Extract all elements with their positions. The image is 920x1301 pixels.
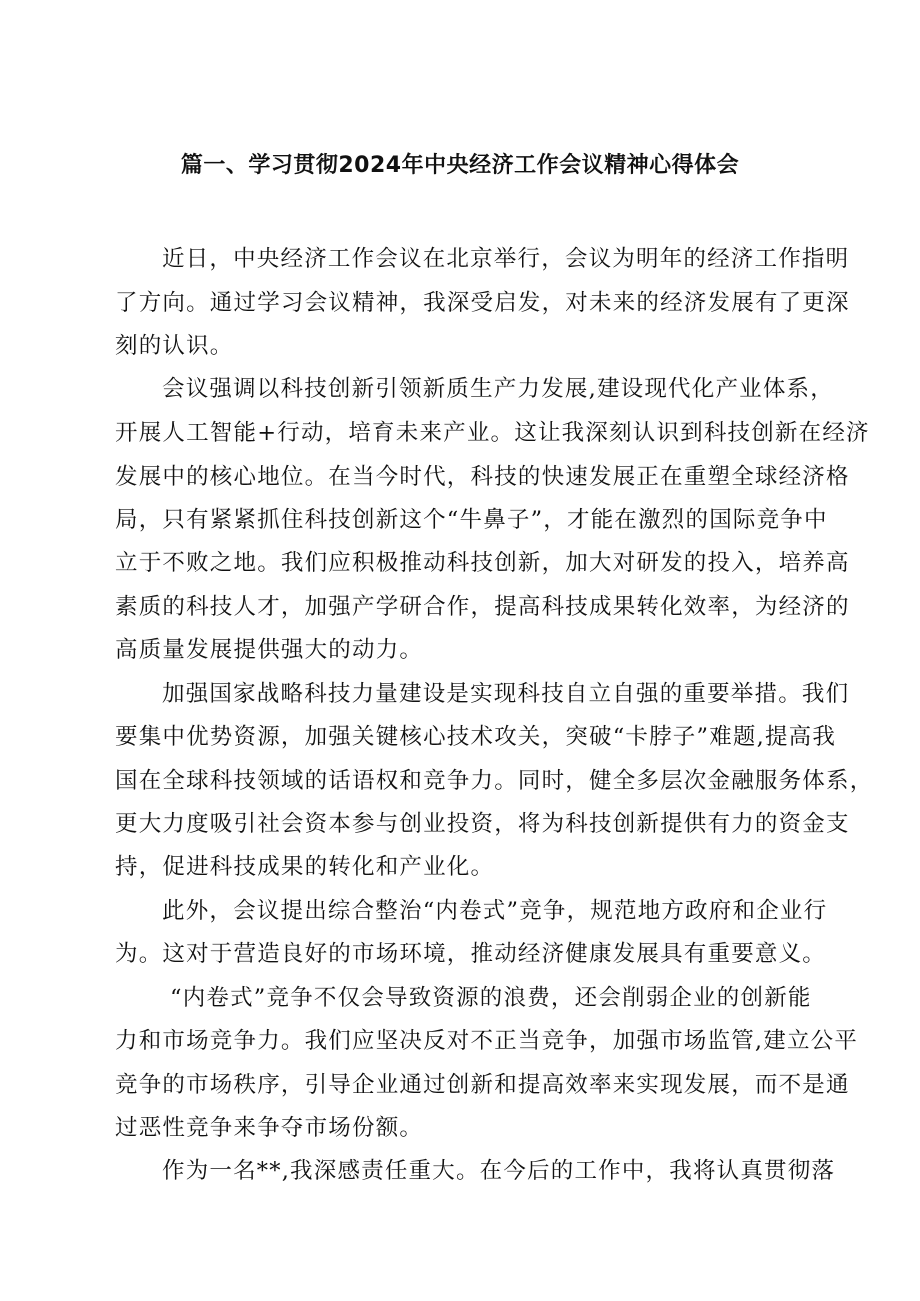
paragraph-2-line-1: 会议强调以科技创新引领新质生产力发展,建设现代化产业体系， — [162, 376, 834, 402]
paragraph-2-line-2: 开展人工智能+行动，培育未来产业。这让我深刻认识到科技创新在经济 — [115, 420, 870, 446]
paragraph-2-line-6: 素质的科技人才，加强产学研合作，提高科技成果转化效率，为经济的 — [115, 594, 850, 620]
paragraph-3-line-4: 更大力度吸引社会资本参与创业投资，将为科技创新提供有力的资金支 — [115, 811, 850, 837]
paragraph-5-line-4: 过恶性竞争来争夺市场份额。 — [115, 1115, 424, 1141]
paragraph-1-line-3: 刻的认识。 — [115, 333, 234, 359]
paragraph-3-line-1: 加强国家战略科技力量建设是实现科技自立自强的重要举措。我们 — [162, 681, 850, 707]
paragraph-3-line-3: 国在全球科技领域的话语权和竞争力。同时，健全多层次金融服务体系， — [115, 768, 874, 794]
paragraph-3-line-5: 持，促进科技成果的转化和产业化。 — [115, 854, 495, 880]
paragraph-5-line-3: 竞争的市场秩序，引导企业通过创新和提高效率来实现发展，而不是通 — [115, 1072, 850, 1098]
paragraph-2-line-5: 立于不败之地。我们应积极推动科技创新，加大对研发的投入，培养高 — [115, 550, 850, 576]
paragraph-6-line-1: 作为一名**,我深感责任重大。在今后的工作中，我将认真贯彻落 — [162, 1158, 836, 1184]
paragraph-5-line-1: “内卷式”竞争不仅会导致资源的浪费，还会削弱企业的创新能 — [170, 985, 812, 1011]
paragraph-1-line-1: 近日，中央经济工作会议在北京举行，会议为明年的经济工作指明 — [162, 246, 850, 272]
paragraph-2-line-3: 发展中的核心地位。在当今时代，科技的快速发展正在重塑全球经济格 — [115, 464, 850, 490]
paragraph-4-line-1: 此外，会议提出综合整治“内卷式”竞争，规范地方政府和企业行 — [162, 898, 828, 924]
paragraph-4-line-2: 为。这对于营造良好的市场环境，推动经济健康发展具有重要意义。 — [115, 941, 827, 967]
paragraph-5-line-2: 力和市场竞争力。我们应坚决反对不正当竞争，加强市场监管,建立公平 — [115, 1028, 859, 1054]
paragraph-2-line-4: 局，只有紧紧抓住科技创新这个“牛鼻子”，才能在激烈的国际竞争中 — [115, 507, 828, 533]
document-title: 篇一、学习贯彻2024年中央经济工作会议精神心得体会 — [180, 153, 740, 178]
paragraph-2-line-7: 高质量发展提供强大的动力。 — [115, 637, 424, 663]
paragraph-3-line-2: 要集中优势资源，加强关键核心技术攻关，突破“卡脖子”难题,提高我 — [115, 724, 837, 750]
paragraph-1-line-2: 了方向。通过学习会议精神，我深受启发，对未来的经济发展有了更深 — [115, 290, 850, 316]
